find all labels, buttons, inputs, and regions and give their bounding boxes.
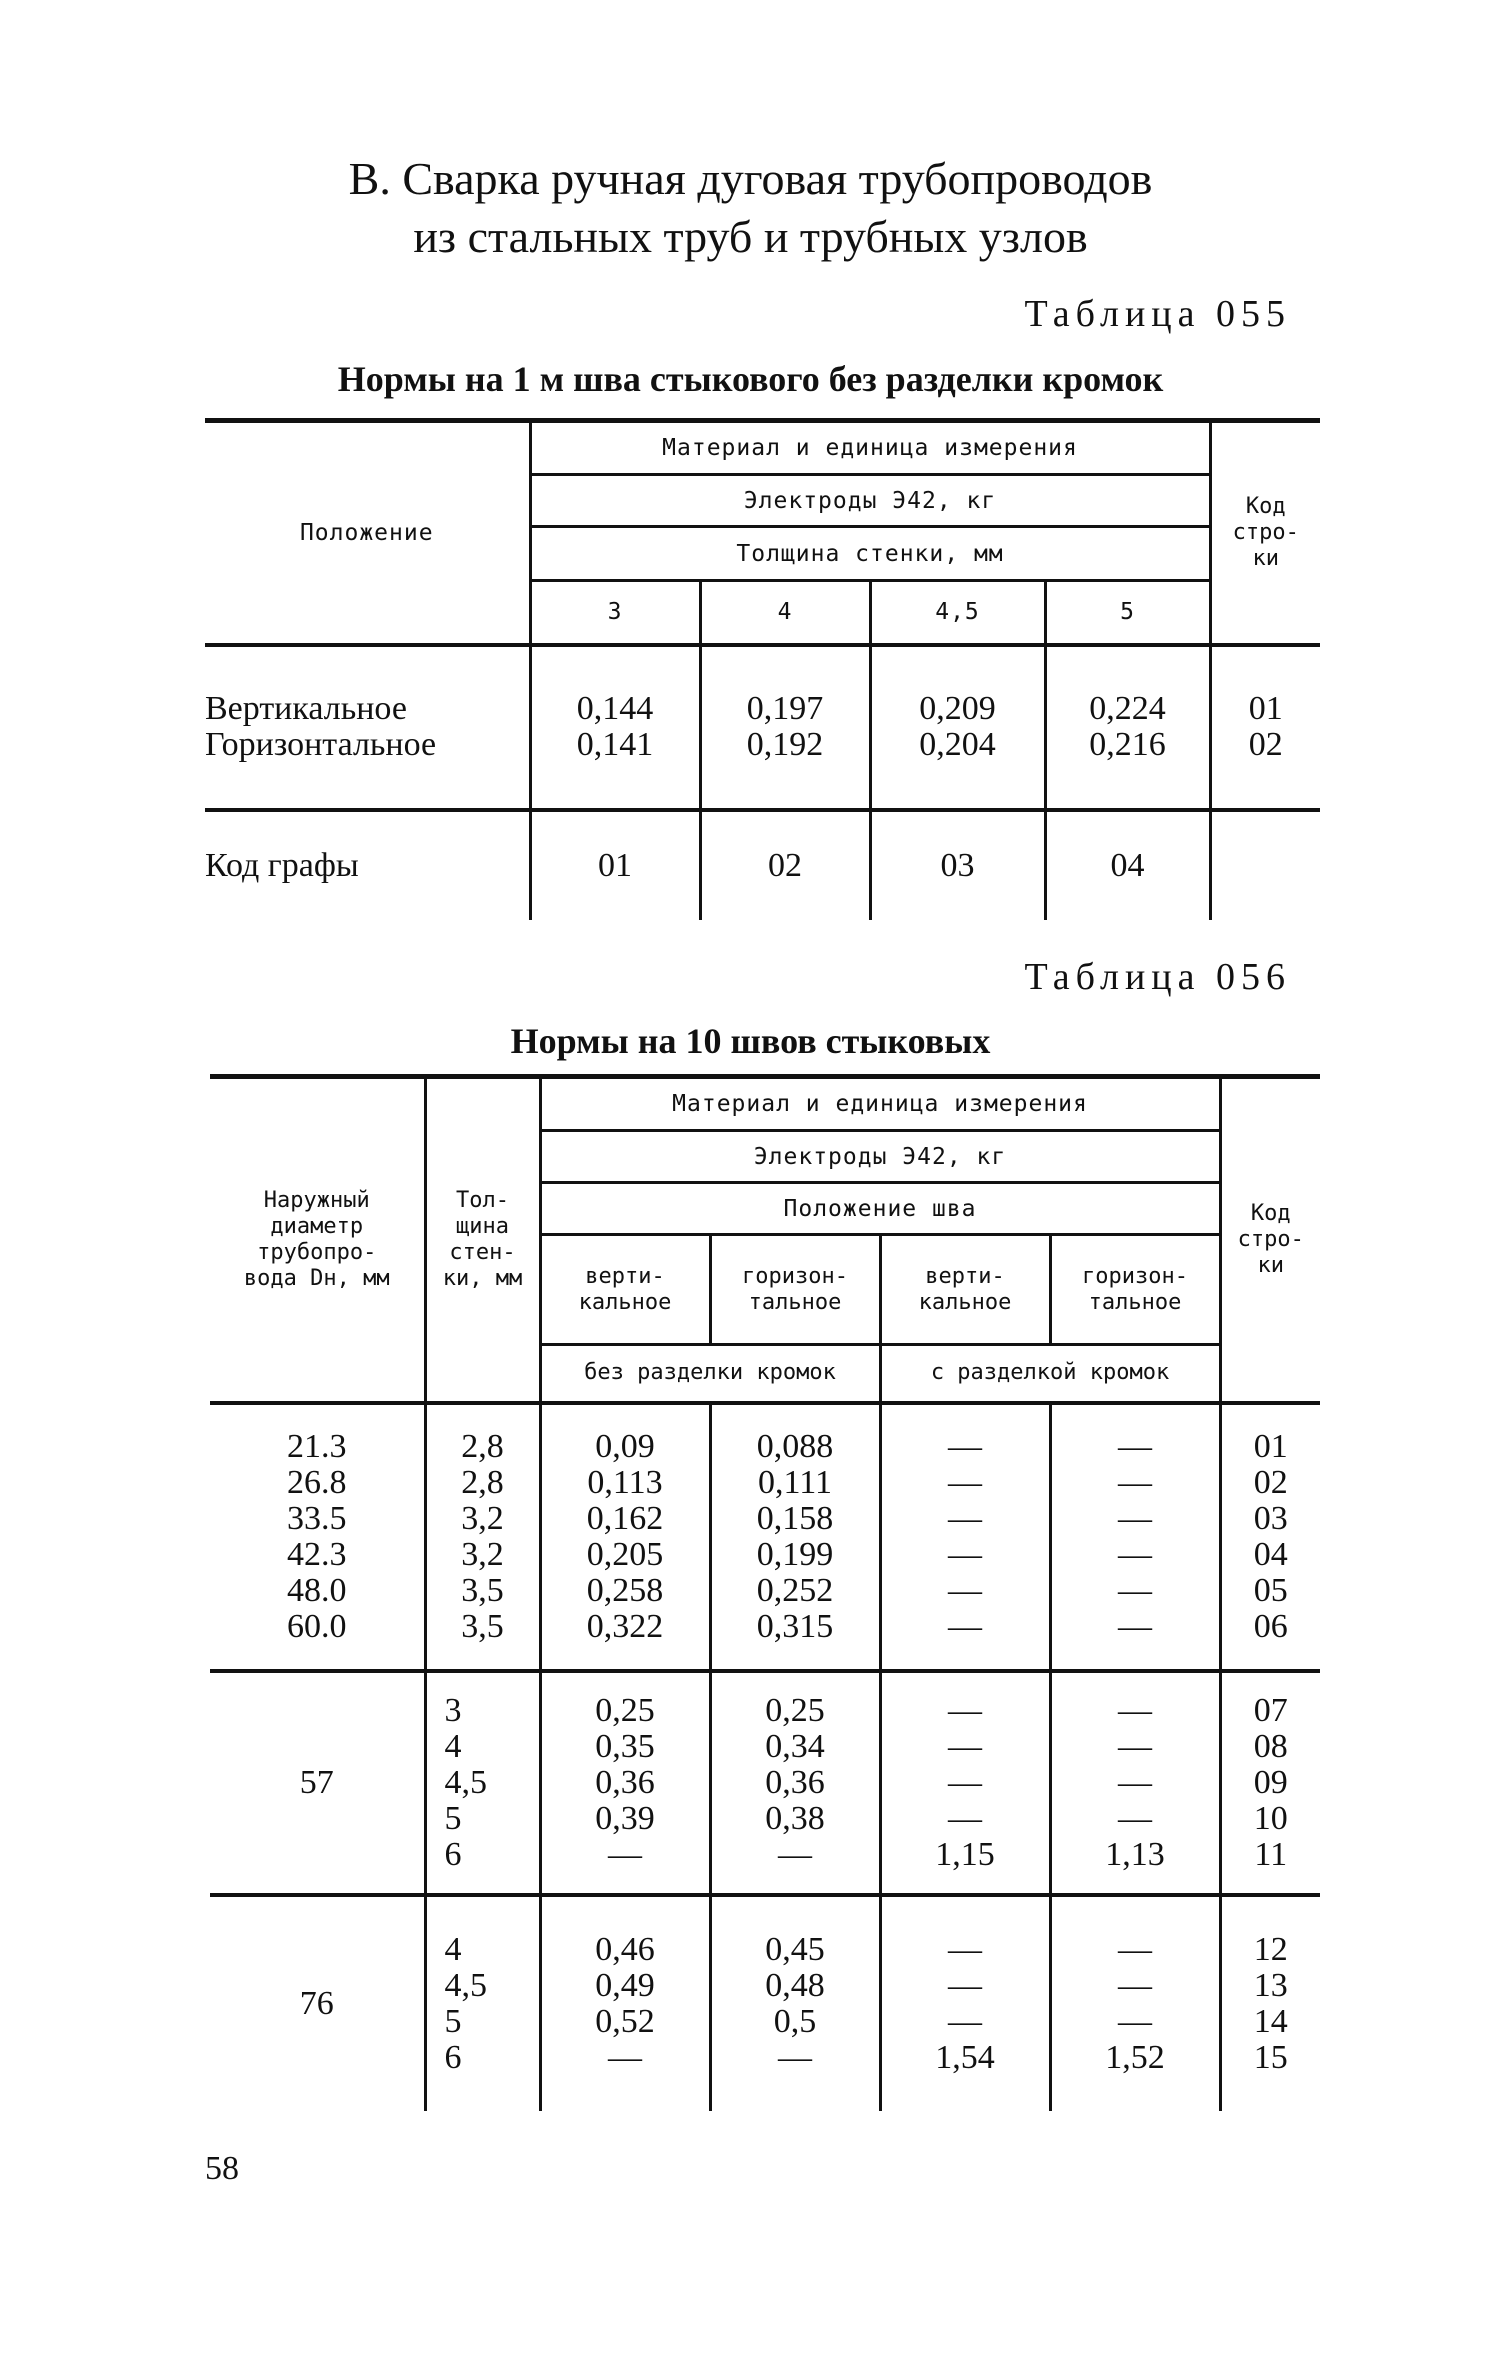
table-055-caption: Нормы на 1 м шва стыкового без разделки кромок (337, 359, 1164, 399)
norm-cell: — — — 1,52 (1050, 1895, 1220, 2111)
norm-cell: 0,45 0,48 0,5 — (710, 1895, 880, 2111)
norm-cell: 0,197 0,192 (700, 645, 870, 810)
no-bevel-header: без разделки кромок (540, 1345, 880, 1403)
table-056-caption: Нормы на 10 швов стыковых (510, 1021, 991, 1061)
column-code: 01 (598, 846, 632, 884)
column-code-empty (1210, 810, 1320, 920)
norm-cell: 0,224 0,216 (1045, 645, 1210, 810)
diameter-header: Наружный диаметр трубопро- вода Dн, мм (210, 1077, 425, 1403)
with-bevel-header: с разделкой кромок (880, 1345, 1220, 1403)
seam-position-header: Положение шва (540, 1183, 1220, 1235)
table-055 (205, 418, 1320, 920)
section-title (0, 150, 1501, 266)
page-number: 58 (205, 2150, 239, 2187)
norm-cell: 0,144 0,141 (530, 645, 700, 810)
norm-cell: — — — — — — (880, 1403, 1050, 1671)
row-code-cell: 12 13 14 15 (1220, 1895, 1320, 2111)
thickness-value: 3 (530, 581, 700, 645)
column-code: 04 (1045, 810, 1210, 920)
section-title-line1: В. Сварка ручная дуговая трубопроводов (348, 153, 1153, 204)
norm-cell: 0,209 0,204 (870, 645, 1045, 810)
diameter-cell: 76 (210, 1895, 425, 2111)
diameter-cell: 21.3 26.8 33.5 42.3 48.0 60.0 (210, 1403, 425, 1671)
thickness-cell: 2,8 2,8 3,2 3,2 3,5 3,5 (425, 1403, 540, 1671)
vertical-header: верти- кальное (880, 1235, 1050, 1345)
section-title-line2: из стальных труб и трубных узлов (413, 211, 1088, 262)
norm-cell: 0,09 0,113 0,162 0,205 0,258 0,322 (540, 1403, 710, 1671)
table-056 (210, 1074, 1320, 2111)
row-code-cell: 01 02 03 04 05 06 (1220, 1403, 1320, 1671)
row-code-cell: 01 02 (1210, 645, 1320, 810)
row-code-header: Код стро- ки (1210, 421, 1320, 645)
table-055-number: Таблица 055 (1024, 293, 1291, 335)
norm-cell: — — — — — — (1050, 1403, 1220, 1671)
thickness-cell: 4 4,5 5 6 (425, 1895, 540, 2111)
electrodes-header: Электроды Э42, кг (540, 1131, 1220, 1183)
position-labels: Вертикальное Горизонтальное (205, 645, 530, 810)
thickness-value: 4 (700, 581, 870, 645)
position-header: Положение (205, 421, 530, 645)
material-header: Материал и единица измерения (530, 421, 1210, 475)
row-code-header: Код стро- ки (1220, 1077, 1320, 1403)
thickness-cell: 3 4 4,5 5 6 (425, 1671, 540, 1895)
norm-cell: — — — — 1,13 (1050, 1671, 1220, 1895)
norm-cell: — — — 1,54 (880, 1895, 1050, 2111)
electrodes-header: Электроды Э42, кг (530, 475, 1210, 527)
table-056-number: Таблица 056 (1024, 956, 1291, 998)
vertical-header: верти- кальное (540, 1235, 710, 1345)
norm-cell: — — — — 1,15 (880, 1671, 1050, 1895)
thickness-value: 5 (1045, 581, 1210, 645)
wall-thickness-header: Тол- щина стен- ки, мм (425, 1077, 540, 1403)
material-header: Материал и единица измерения (540, 1077, 1220, 1131)
norm-cell: 0,46 0,49 0,52 — (595, 1930, 655, 2076)
norm-cell: 0,25 0,35 0,36 0,39 — (540, 1671, 710, 1895)
row-code-cell: 07 08 09 10 11 (1220, 1671, 1320, 1895)
diameter-cell: 57 (210, 1671, 425, 1895)
norm-cell: 0,25 0,34 0,36 0,38 — (710, 1671, 880, 1895)
column-code-label: Код графы (205, 810, 530, 920)
column-code: 03 (870, 810, 1045, 920)
horizontal-header: горизон- тальное (710, 1235, 880, 1345)
thickness-value: 4,5 (870, 581, 1045, 645)
column-code: 02 (700, 810, 870, 920)
thickness-header: Толщина стенки, мм (530, 527, 1210, 581)
norm-cell: 0,088 0,111 0,158 0,199 0,252 0,315 (710, 1403, 880, 1671)
horizontal-header: горизон- тальное (1050, 1235, 1220, 1345)
